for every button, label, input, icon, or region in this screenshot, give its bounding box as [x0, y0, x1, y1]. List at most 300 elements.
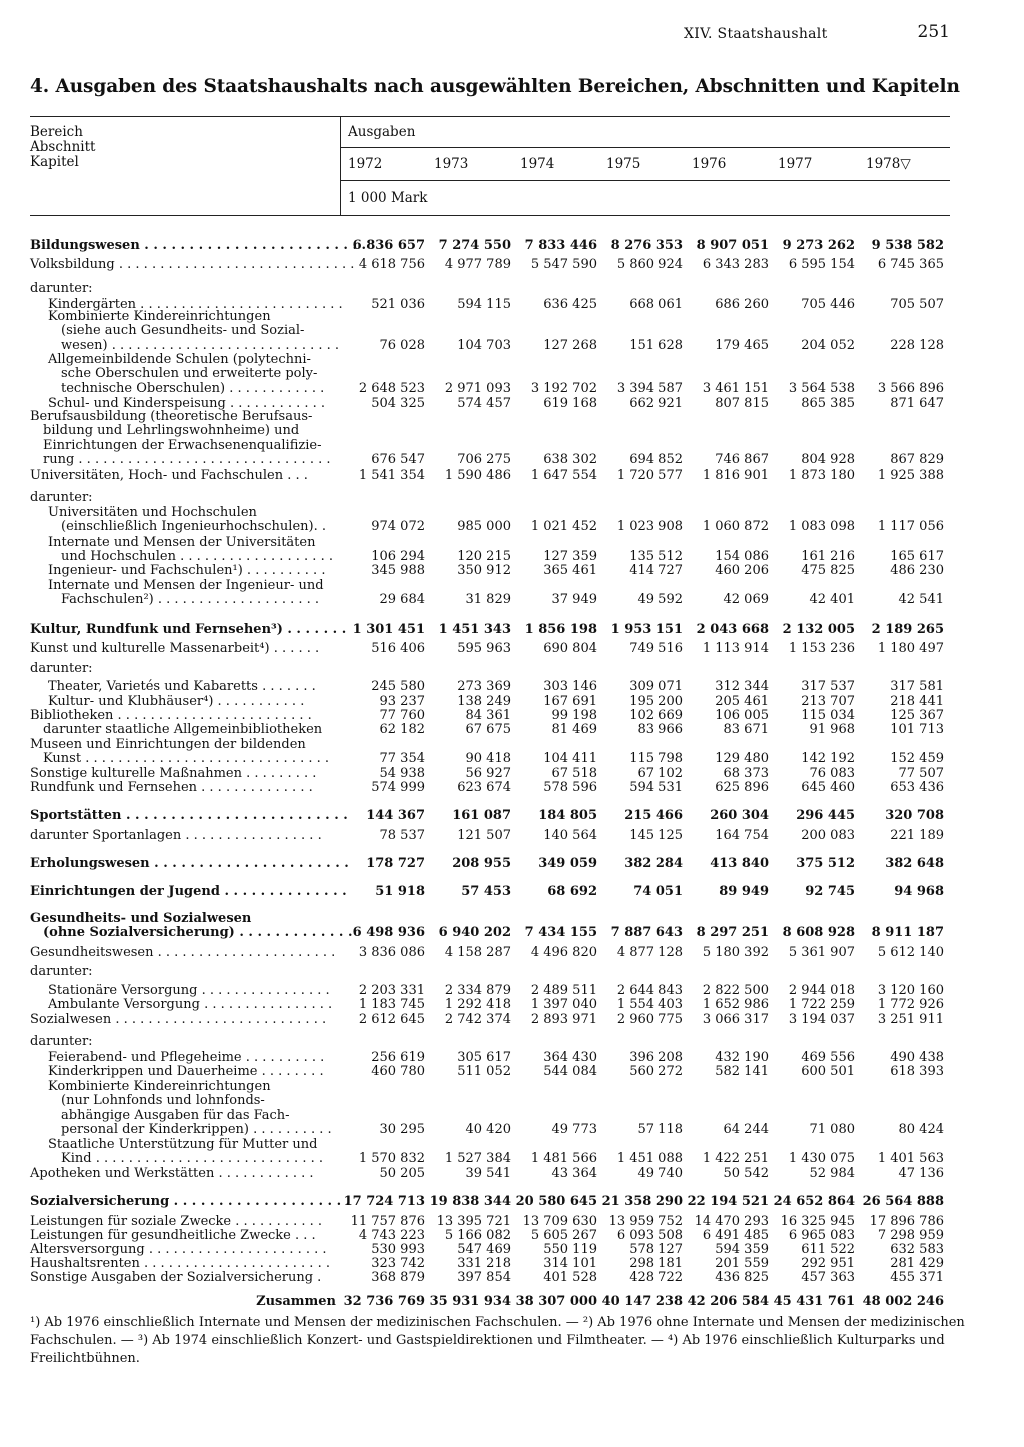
row-label: Sportstätten . . . . . . . . . . . . . . . . . . . . . . . . . [30, 808, 348, 823]
table-cell: 1 590 486 [444, 468, 511, 483]
table-cell: 547 469 [457, 1242, 511, 1257]
table-cell: 57 453 [461, 884, 511, 899]
table-cell: 298 181 [629, 1256, 683, 1271]
table-cell: 2 971 093 [444, 380, 511, 396]
year-header: 1974 [520, 156, 555, 172]
table-cell: 436 825 [715, 1270, 769, 1285]
table-cell: 550 119 [543, 1242, 597, 1257]
table-cell: 7 274 550 [438, 238, 511, 253]
table-cell: 749 516 [629, 641, 683, 656]
table-cell: 2 960 775 [616, 1012, 683, 1027]
table-cell: 2 203 331 [358, 983, 425, 998]
table-cell: 68 373 [723, 766, 769, 781]
row-label: bildung und Lehrlingswohnheime) und [30, 423, 300, 439]
table-cell: 432 190 [715, 1050, 769, 1065]
table-cell: 94 968 [894, 884, 944, 899]
table-cell: 127 359 [543, 549, 597, 565]
table-cell: 662 921 [629, 396, 683, 411]
table-cell: 2 489 511 [530, 983, 597, 998]
table-cell: 504 325 [371, 396, 425, 411]
table-cell: 1 021 452 [530, 519, 597, 535]
row-label: rung . . . . . . . . . . . . . . . . . . . . . . . . . . . . . . . [30, 451, 331, 467]
row-label: Staatliche Unterstützung für Mutter und [48, 1137, 318, 1152]
table-cell: 3 251 911 [877, 1012, 944, 1027]
table-cell: 305 617 [457, 1050, 511, 1065]
row-label: Haushaltsrenten . . . . . . . . . . . . . . . . . . . . . . . [30, 1256, 330, 1271]
table-cell: 804 928 [801, 451, 855, 467]
table-cell: 365 461 [543, 563, 597, 578]
table-cell: 2 944 018 [788, 983, 855, 998]
table-cell: 256 619 [371, 1050, 425, 1065]
table-cell: 3 192 702 [530, 380, 597, 396]
row-label: Leistungen für soziale Zwecke . . . . . . . . . . . [30, 1214, 323, 1229]
table-cell: 475 825 [801, 563, 855, 578]
table-cell: 32 736 769 [343, 1294, 425, 1309]
table-cell: 574 457 [457, 396, 511, 411]
table-cell: 5 361 907 [788, 945, 855, 960]
table-cell: 42 401 [809, 592, 855, 608]
table-cell: 460 206 [715, 563, 769, 578]
table-cell: 213 707 [801, 694, 855, 709]
table-title: 4. Ausgaben des Staatshaushalts nach ausgewählten Bereichen, Abschnitten und Kapiteln [30, 76, 960, 97]
table-cell: 67 518 [551, 766, 597, 781]
table-cell: 14 470 293 [694, 1214, 769, 1229]
table-cell: 161 216 [801, 549, 855, 565]
row-label: Internate und Mensen der Universitäten [48, 535, 316, 550]
table-cell: 42 206 584 [687, 1294, 769, 1309]
table-cell: 5 547 590 [530, 257, 597, 272]
table-cell: 320 708 [885, 808, 944, 823]
section-label: XIV. Staatshaushalt [684, 26, 828, 42]
row-label: abhängige Ausgaben für das Fach- [48, 1107, 290, 1123]
row-label: Sonstige kulturelle Maßnahmen . . . . . . . . . [30, 766, 317, 781]
table-cell: 594 359 [715, 1242, 769, 1257]
table-cell: 623 674 [457, 780, 511, 795]
table-cell: 414 727 [629, 563, 683, 578]
row-label: technische Oberschulen) . . . . . . . . . . . . [48, 380, 325, 396]
table-cell: 101 713 [890, 722, 944, 737]
row-label: Kultur- und Klubhäuser⁴) . . . . . . . . . . . [48, 694, 305, 709]
table-cell: 1 652 986 [702, 997, 769, 1012]
row-label: Kombinierte Kindereinrichtungen [48, 309, 271, 324]
table-cell: 544 084 [543, 1064, 597, 1079]
table-cell: 530 993 [371, 1242, 425, 1257]
row-label: Rundfunk und Fernsehen . . . . . . . . . . . . . . [30, 780, 313, 795]
table-cell: 74 051 [633, 884, 683, 899]
table-cell: 460 780 [371, 1064, 425, 1079]
row-label: Feierabend- und Pflegeheime . . . . . . . . . . [48, 1050, 325, 1065]
table-cell: 22 194 521 [687, 1194, 769, 1209]
table-cell: 90 418 [465, 751, 511, 767]
table-cell: 52 984 [809, 1166, 855, 1181]
table-cell: 611 522 [801, 1242, 855, 1257]
row-label: personal der Kinderkrippen) . . . . . . . . . . [48, 1121, 332, 1137]
table-cell: 5 860 924 [616, 257, 683, 272]
table-cell: 457 363 [801, 1270, 855, 1285]
row-label: Universitäten, Hoch- und Fachschulen . . . [30, 468, 308, 483]
table-cell: 4 158 287 [444, 945, 511, 960]
table-cell: 140 564 [543, 828, 597, 843]
row-label: Berufsausbildung (theoretische Berufsaus- [30, 409, 313, 424]
table-cell: 636 425 [543, 297, 597, 312]
table-cell: 2 189 265 [871, 622, 944, 637]
table-cell: 120 215 [457, 549, 511, 565]
table-cell: 7 833 446 [524, 238, 597, 253]
table-cell: 152 459 [890, 751, 944, 767]
table-cell: 1 451 343 [438, 622, 511, 637]
col-label-bereich: Bereich [30, 124, 83, 140]
table-cell: 1 301 451 [352, 622, 425, 637]
col-label-kapitel: Kapitel [30, 154, 79, 170]
table-cell: 104 411 [543, 751, 597, 767]
table-cell: 364 430 [543, 1050, 597, 1065]
table-cell: 179 465 [715, 337, 769, 353]
table-cell: 4 618 756 [358, 257, 425, 272]
table-cell: 115 034 [801, 708, 855, 723]
footnotes: ¹) Ab 1976 einschließlich Internate und Mensen der medizinischen Fachschulen. — ²) Ab 1976 ohne Internate und Mensen der medizinischen Fachschulen. — ³) Ab 1974 einschließlich Konzert- und Gastspieldirektionen und Filmtheater. — ⁴) Ab 1976 einschließlich Kulturparks und Freilichtbühnen. [30, 1315, 965, 1366]
table-cell: 312 344 [715, 679, 769, 694]
table-cell: 323 742 [371, 1256, 425, 1271]
table-cell: 215 466 [624, 808, 683, 823]
table-cell: 1 083 098 [788, 519, 855, 535]
table-cell: 3 066 317 [702, 1012, 769, 1027]
table-cell: 167 691 [543, 694, 597, 709]
table-cell: 5 605 267 [530, 1228, 597, 1243]
row-label: darunter Sportanlagen . . . . . . . . . . . . . . . . . [30, 828, 322, 843]
table-cell: 1 554 403 [616, 997, 683, 1012]
table-cell: 42 069 [723, 592, 769, 608]
table-cell: 1 060 872 [702, 519, 769, 535]
table-cell: 106 294 [371, 549, 425, 565]
row-label: darunter: [30, 661, 93, 676]
table-cell: 303 146 [543, 679, 597, 694]
row-label: Schul- und Kinderspeisung . . . . . . . . . . . . [48, 396, 326, 411]
table-cell: 1 925 388 [877, 468, 944, 483]
table-cell: 1 422 251 [702, 1151, 769, 1167]
table-cell: 135 512 [629, 549, 683, 565]
row-label: Gesundheits- und Sozialwesen [30, 911, 252, 926]
table-cell: 1 292 418 [444, 997, 511, 1012]
year-header: 1973 [434, 156, 469, 172]
table-cell: 594 531 [629, 780, 683, 795]
table-cell: 1 117 056 [877, 519, 944, 535]
ausgaben-header: Ausgaben [348, 124, 416, 140]
table-cell: 50 205 [379, 1166, 425, 1181]
row-label: Sonstige Ausgaben der Sozialversicherung . [30, 1270, 322, 1285]
table-cell: 595 963 [457, 641, 511, 656]
table-cell: 314 101 [543, 1256, 597, 1271]
table-cell: 13 395 721 [436, 1214, 511, 1229]
table-cell: 145 125 [629, 828, 683, 843]
row-label: Kinderkrippen und Dauerheime . . . . . . . . [48, 1064, 324, 1079]
table-cell: 1 527 384 [444, 1151, 511, 1167]
table-cell: 1 481 566 [530, 1151, 597, 1167]
table-cell: 2 822 500 [702, 983, 769, 998]
table-cell: 39 541 [465, 1166, 511, 1181]
table-cell: 486 230 [890, 563, 944, 578]
table-cell: 62 182 [379, 722, 425, 737]
table-cell: 521 036 [371, 297, 425, 312]
table-cell: 42 541 [898, 592, 944, 608]
row-label: Kunst und kulturelle Massenarbeit⁴) . . . . . . [30, 641, 320, 656]
table-cell: 221 189 [890, 828, 944, 843]
table-cell: 89 949 [719, 884, 769, 899]
table-cell: 6 940 202 [438, 925, 511, 941]
table-cell: 64 244 [723, 1121, 769, 1137]
table-cell: 4 743 223 [358, 1228, 425, 1243]
row-label: Ingenieur- und Fachschulen¹) . . . . . . . . . . [48, 563, 326, 578]
table-cell: 1 856 198 [524, 622, 597, 637]
row-label: Kunst . . . . . . . . . . . . . . . . . . . . . . . . . . . . . . [30, 751, 330, 767]
table-cell: 2 893 971 [530, 1012, 597, 1027]
table-cell: 645 460 [801, 780, 855, 795]
row-label: Einrichtungen der Erwachsenenqualifizie- [30, 437, 322, 453]
row-label: Leistungen für gesundheitliche Zwecke . . . [30, 1228, 316, 1243]
table-cell: 7 298 959 [877, 1228, 944, 1243]
row-label: Bildungswesen . . . . . . . . . . . . . . . . . . . . . . . . . [30, 238, 367, 253]
row-label: wesen) . . . . . . . . . . . . . . . . . . . . . . . . . . . . [48, 337, 340, 353]
table-cell: 91 968 [809, 722, 855, 737]
table-cell: 201 559 [715, 1256, 769, 1271]
table-cell: 49 592 [637, 592, 683, 608]
table-cell: 54 938 [379, 766, 425, 781]
table-cell: 228 128 [890, 337, 944, 353]
table-cell: 218 441 [890, 694, 944, 709]
table-cell: 1 180 497 [877, 641, 944, 656]
table-cell: 594 115 [457, 297, 511, 312]
table-cell: 51 918 [375, 884, 425, 899]
header-divider [340, 116, 341, 216]
row-label: (ohne Sozialversicherung) . . . . . . . . . . . . . [30, 925, 353, 941]
table-cell: 30 295 [379, 1121, 425, 1137]
col-label-abschnitt: Abschnitt [30, 139, 96, 155]
row-label: Volksbildung . . . . . . . . . . . . . . . . . . . . . . . . . . . . . [30, 257, 355, 272]
table-cell: 20 580 645 [515, 1194, 597, 1209]
row-label: Universitäten und Hochschulen [48, 505, 257, 520]
table-cell: 31 829 [465, 592, 511, 608]
table-cell: 375 512 [796, 856, 855, 871]
table-cell: 6 498 936 [352, 925, 425, 941]
table-cell: 121 507 [457, 828, 511, 843]
table-cell: 625 896 [715, 780, 769, 795]
table-cell: 413 840 [710, 856, 769, 871]
table-cell: 349 059 [538, 856, 597, 871]
table-cell: 746 867 [715, 451, 769, 467]
table-cell: 83 671 [723, 722, 769, 737]
table-cell: 8 276 353 [610, 238, 683, 253]
table-cell: 511 052 [457, 1064, 511, 1079]
table-cell: 144 367 [366, 808, 425, 823]
row-label: Allgemeinbildende Schulen (polytechni- [48, 352, 311, 367]
table-cell: 1 153 236 [788, 641, 855, 656]
row-label: Altersversorgung . . . . . . . . . . . . . . . . . . . . . . [30, 1242, 327, 1257]
table-cell: 115 798 [629, 751, 683, 767]
table-cell: 164 754 [715, 828, 769, 843]
table-cell: 2 612 645 [358, 1012, 425, 1027]
table-cell: 4 496 820 [530, 945, 597, 960]
table-cell: 4 877 128 [616, 945, 683, 960]
table-cell: 26 564 888 [862, 1194, 944, 1209]
table-cell: 1 183 745 [358, 997, 425, 1012]
table-cell: 21 358 290 [601, 1194, 683, 1209]
table-cell: 396 208 [629, 1050, 683, 1065]
table-cell: 6 965 083 [788, 1228, 855, 1243]
row-label: (einschließlich Ingenieurhochschulen). . [48, 519, 326, 535]
table-cell: 3 461 151 [702, 380, 769, 396]
table-cell: 43 364 [551, 1166, 597, 1181]
table-cell: 35 931 934 [429, 1294, 511, 1309]
table-cell: 653 436 [890, 780, 944, 795]
table-cell: 17 724 713 [343, 1194, 425, 1209]
table-cell: 281 429 [890, 1256, 944, 1271]
unit-label: 1 000 Mark [348, 190, 428, 206]
table-cell: 8 297 251 [696, 925, 769, 941]
table-cell: 600 501 [801, 1064, 855, 1079]
table-cell: 974 072 [371, 519, 425, 535]
row-label: und Hochschulen . . . . . . . . . . . . . . . . . . . [48, 549, 333, 565]
row-label: darunter: [30, 490, 93, 505]
table-cell: 205 461 [715, 694, 769, 709]
row-label: Zusammen [256, 1294, 336, 1309]
table-cell: 57 118 [637, 1121, 683, 1137]
table-cell: 8 608 928 [782, 925, 855, 941]
table-cell: 245 580 [371, 679, 425, 694]
table-cell: 38 307 000 [515, 1294, 597, 1309]
table-cell: 690 804 [543, 641, 597, 656]
table-cell: 1 023 908 [616, 519, 683, 535]
table-cell: 93 237 [379, 694, 425, 709]
table-cell: 11 757 876 [350, 1214, 425, 1229]
table-cell: 125 367 [890, 708, 944, 723]
table-cell: 7 434 155 [524, 925, 597, 941]
table-cell: 50 542 [723, 1166, 769, 1181]
table-cell: 2 648 523 [358, 380, 425, 396]
table-cell: 1 816 901 [702, 468, 769, 483]
table-cell: 9 273 262 [782, 238, 855, 253]
table-cell: 78 537 [379, 828, 425, 843]
table-cell: 3 566 896 [877, 380, 944, 396]
table-cell: 668 061 [629, 297, 683, 312]
table-cell: 129 480 [715, 751, 769, 767]
table-cell: 865 385 [801, 396, 855, 411]
table-cell: 382 648 [885, 856, 944, 871]
row-label: Stationäre Versorgung . . . . . . . . . . . . . . . . [48, 983, 330, 998]
row-label: Kind . . . . . . . . . . . . . . . . . . . . . . . . . . . . [48, 1151, 323, 1167]
table-cell: 574 999 [371, 780, 425, 795]
table-cell: 3 836 086 [358, 945, 425, 960]
table-cell: 2 644 843 [616, 983, 683, 998]
table-cell: 1 570 832 [358, 1151, 425, 1167]
unit-rule [340, 180, 950, 181]
row-label: Internate und Mensen der Ingenieur- und [48, 578, 324, 593]
table-cell: 84 361 [465, 708, 511, 723]
table-cell: 469 556 [801, 1050, 855, 1065]
table-cell: 40 420 [465, 1121, 511, 1137]
table-cell: 6 595 154 [788, 257, 855, 272]
table-cell: 309 071 [629, 679, 683, 694]
row-label: Theater, Varietés und Kabaretts . . . . . . . [48, 679, 316, 694]
table-cell: 3 394 587 [616, 380, 683, 396]
row-label: Sozialwesen . . . . . . . . . . . . . . . . . . . . . . . . . . [30, 1012, 327, 1027]
table-cell: 619 168 [543, 396, 597, 411]
table-cell: 292 951 [801, 1256, 855, 1271]
table-cell: 7 887 643 [610, 925, 683, 941]
table-cell: 106 005 [715, 708, 769, 723]
row-label: Fachschulen²) . . . . . . . . . . . . . . . . . . . . [48, 592, 320, 608]
table-cell: 37 949 [551, 592, 597, 608]
table-cell: 49 773 [551, 1121, 597, 1137]
table-cell: 3 120 160 [877, 983, 944, 998]
table-cell: 151 628 [629, 337, 683, 353]
table-cell: 17 896 786 [869, 1214, 944, 1229]
table-cell: 68 692 [547, 884, 597, 899]
table-cell: 200 083 [801, 828, 855, 843]
header-bottom-rule [30, 215, 950, 216]
row-label: Einrichtungen der Jugend . . . . . . . . . . . . . . [30, 884, 347, 899]
table-cell: 77 507 [898, 766, 944, 781]
row-label: (siehe auch Gesundheits- und Sozial- [48, 323, 305, 339]
table-cell: 161 087 [452, 808, 511, 823]
table-cell: 3 564 538 [788, 380, 855, 396]
table-cell: 76 028 [379, 337, 425, 353]
table-cell: 154 086 [715, 549, 769, 565]
table-cell: 867 829 [890, 451, 944, 467]
table-cell: 8 907 051 [696, 238, 769, 253]
table-cell: 24 652 864 [773, 1194, 855, 1209]
table-cell: 184 805 [538, 808, 597, 823]
table-cell: 80 424 [898, 1121, 944, 1137]
table-cell: 1 397 040 [530, 997, 597, 1012]
table-cell: 632 583 [890, 1242, 944, 1257]
table-cell: 345 988 [371, 563, 425, 578]
year-header: 1976 [692, 156, 727, 172]
row-label: darunter: [30, 281, 93, 296]
table-cell: 350 912 [457, 563, 511, 578]
table-cell: 1 401 563 [877, 1151, 944, 1167]
table-cell: 1 451 088 [616, 1151, 683, 1167]
table-top-rule [30, 116, 950, 117]
table-cell: 2 334 879 [444, 983, 511, 998]
table-cell: 178 727 [366, 856, 425, 871]
table-cell: 48 002 246 [862, 1294, 944, 1309]
table-cell: 273 369 [457, 679, 511, 694]
table-cell: 67 102 [637, 766, 683, 781]
table-cell: 705 446 [801, 297, 855, 312]
table-cell: 1 541 354 [358, 468, 425, 483]
table-cell: 56 927 [465, 766, 511, 781]
row-label: Gesundheitswesen . . . . . . . . . . . . . . . . . . . . . . [30, 945, 336, 960]
table-cell: 142 192 [801, 751, 855, 767]
table-cell: 2 742 374 [444, 1012, 511, 1027]
table-cell: 138 249 [457, 694, 511, 709]
table-cell: 1 647 554 [530, 468, 597, 483]
table-cell: 47 136 [898, 1166, 944, 1181]
table-cell: 1 430 075 [788, 1151, 855, 1167]
table-cell: 706 275 [457, 451, 511, 467]
row-label: Apotheken und Werkstätten . . . . . . . . . . . . [30, 1166, 314, 1181]
table-cell: 3 194 037 [788, 1012, 855, 1027]
row-label: darunter: [30, 964, 93, 979]
table-cell: 204 052 [801, 337, 855, 353]
table-cell: 8 911 187 [871, 925, 944, 941]
table-cell: 985 000 [457, 519, 511, 535]
table-cell: 76 083 [809, 766, 855, 781]
row-label: sche Oberschulen und erweiterte poly- [48, 366, 318, 382]
table-cell: 368 879 [371, 1270, 425, 1285]
table-cell: 13 959 752 [608, 1214, 683, 1229]
table-cell: 71 080 [809, 1121, 855, 1137]
year-rule [340, 147, 950, 148]
